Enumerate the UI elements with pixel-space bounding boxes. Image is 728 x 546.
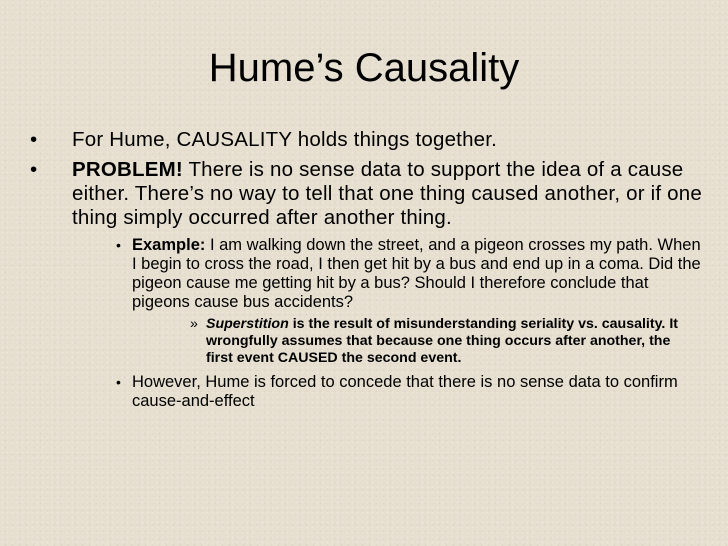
example-label: Example: <box>132 236 206 254</box>
problem-label: PROBLEM! <box>72 158 183 181</box>
superstition-term: Superstition <box>206 316 289 332</box>
sub-sub-bullet-superstition <box>190 316 708 367</box>
point-text: There is no sense data to support the idea of a cause either. There’s no way to tell that one thing caused another, or if one thing simply occurred after another thing. <box>72 158 702 229</box>
slide-content <box>28 128 708 411</box>
bullet-icon: • <box>116 237 121 253</box>
however-text: However, Hume is forced to concede that there is no sense data to confirm cause-and-effect <box>132 373 678 410</box>
sub-bullet-example <box>116 236 708 312</box>
bullet-icon: • <box>30 158 38 181</box>
point-text: For Hume, CAUSALITY holds things together. <box>72 128 498 151</box>
bullet-icon: • <box>30 128 38 151</box>
bullet-icon: • <box>116 374 121 390</box>
bullet-point-problem <box>28 158 708 230</box>
superstition-text: is the result of misunderstanding seriality vs. causality. It wrongfully assumes that because one thing occurs after another, the first event CAUSED the second event. <box>206 316 678 366</box>
slide-title: Hume’s Causality <box>208 46 520 90</box>
bullet-point-causality <box>28 128 708 152</box>
example-text: I am walking down the street, and a pigeon crosses my path. When I begin to cross the road, I then get hit by a bus and end up in a coma. Did the pigeon cause me getting hit by a bus? Should I therefore conclude that pigeons cause bus accidents? <box>132 236 701 311</box>
chevron-bullet-icon: » <box>190 316 198 332</box>
sub-bullet-however <box>116 373 708 411</box>
